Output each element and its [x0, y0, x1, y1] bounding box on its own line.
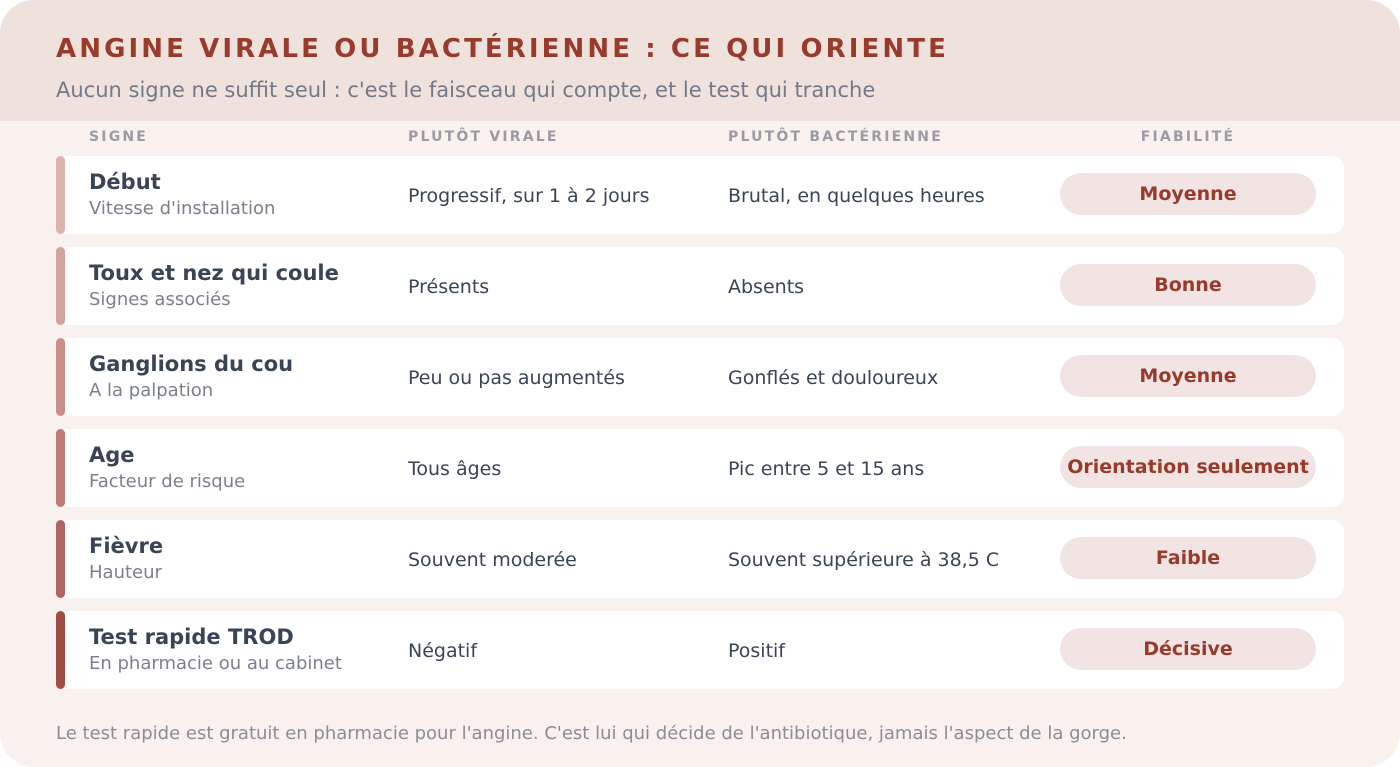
row-accent-bar [56, 520, 65, 598]
bacterial-cell: Absents [728, 276, 805, 298]
sign-subtitle: Facteur de risque [89, 471, 246, 492]
sign-subtitle: Signes associés [89, 289, 231, 310]
sign-title: Test rapide TROD [89, 625, 294, 649]
sign-subtitle: En pharmacie ou au cabinet [89, 653, 342, 674]
reliability-badge: Orientation seulement [1060, 446, 1316, 488]
page-title: ANGINE VIRALE OU BACTÉRIENNE : CE QUI ORIENTE [56, 34, 949, 64]
bacterial-cell: Pic entre 5 et 15 ans [728, 458, 925, 480]
column-header-reliability: FIABILITÉ [1140, 129, 1236, 145]
footer-note: Le test rapide est gratuit en pharmacie pour l'angine. C'est lui qui décide de l'antibiotique, jamais l'aspect de la gorge. [56, 723, 1127, 744]
table-row [56, 338, 1344, 416]
sign-subtitle: Hauteur [89, 562, 162, 583]
bacterial-cell: Positif [728, 640, 785, 662]
bacterial-cell: Souvent supérieure à 38,5 C [728, 549, 1000, 571]
row-accent-bar [56, 338, 65, 416]
table-row [56, 156, 1344, 234]
header-band [0, 0, 1400, 121]
table-row [56, 611, 1344, 689]
bacterial-cell: Brutal, en quelques heures [728, 185, 985, 207]
reliability-badge: Moyenne [1060, 355, 1316, 397]
table-row [56, 520, 1344, 598]
reliability-badge: Moyenne [1060, 173, 1316, 215]
reliability-badge: Décisive [1060, 628, 1316, 670]
table-row [56, 247, 1344, 325]
viral-cell: Présents [408, 276, 490, 298]
row-accent-bar [56, 611, 65, 689]
row-accent-bar [56, 429, 65, 507]
column-header-sign: SIGNE [89, 129, 149, 145]
column-header-viral: PLUTÔT VIRALE [408, 129, 559, 145]
sign-title: Age [89, 443, 135, 467]
sign-title: Début [89, 170, 161, 194]
viral-cell: Tous âges [408, 458, 502, 480]
row-accent-bar [56, 247, 65, 325]
reliability-badge: Bonne [1060, 264, 1316, 306]
viral-cell: Peu ou pas augmentés [408, 367, 625, 389]
sign-subtitle: Vitesse d'installation [89, 198, 276, 219]
viral-cell: Souvent moderée [408, 549, 577, 571]
page-subtitle: Aucun signe ne suffit seul : c'est le faisceau qui compte, et le test qui tranche [56, 78, 876, 102]
viral-cell: Progressif, sur 1 à 2 jours [408, 185, 650, 207]
sign-subtitle: A la palpation [89, 380, 214, 401]
row-accent-bar [56, 156, 65, 234]
sign-title: Fièvre [89, 534, 164, 558]
bacterial-cell: Gonflés et douloureux [728, 367, 939, 389]
reliability-badge: Faible [1060, 537, 1316, 579]
sign-title: Toux et nez qui coule [89, 261, 339, 285]
sign-title: Ganglions du cou [89, 352, 294, 376]
viral-cell: Négatif [408, 640, 478, 662]
table-row [56, 429, 1344, 507]
column-header-bacterial: PLUTÔT BACTÉRIENNE [728, 129, 943, 145]
